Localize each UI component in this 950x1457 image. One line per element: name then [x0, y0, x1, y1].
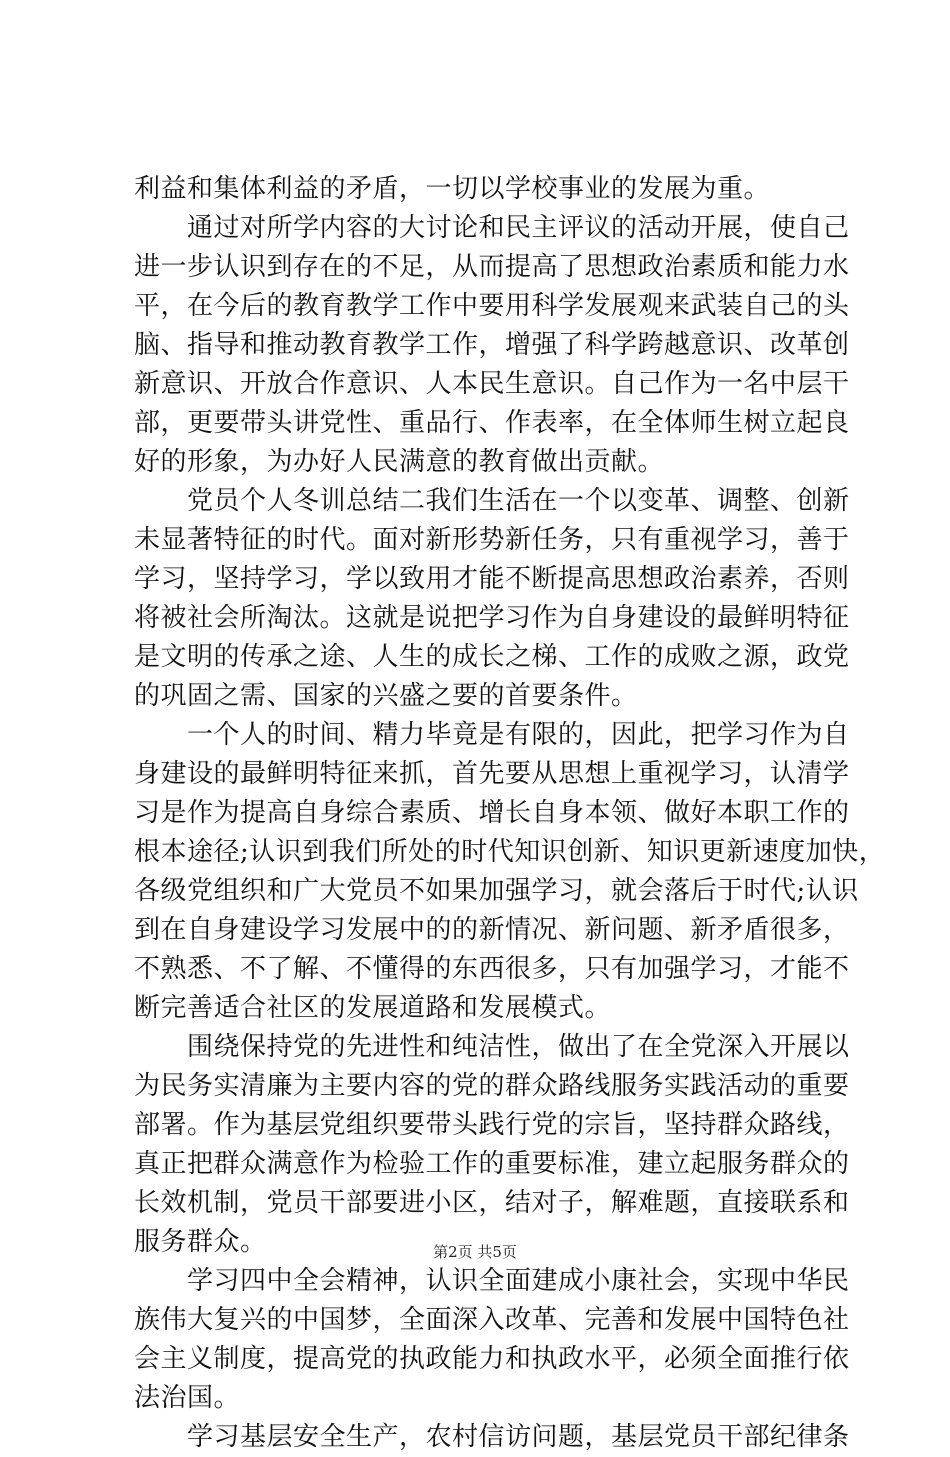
text-line: 通过对所学内容的大讨论和民主评议的活动开展，使自己	[134, 213, 850, 243]
text-line: 部，更要带头讲党性、重品行、作表率，在全体师生树立起良	[134, 408, 850, 438]
text-line: 利益和集体利益的矛盾，一切以学校事业的发展为重。	[134, 174, 771, 204]
page-footer: 第2页 共5页	[433, 1243, 517, 1261]
text-line: 好的形象，为办好人民满意的教育做出贡献。	[134, 447, 665, 477]
text-line: 真正把群众满意作为检验工作的重要标准，建立起服务群众的	[134, 1149, 850, 1179]
text-line: 为民务实清廉为主要内容的党的群众路线服务实践活动的重要	[134, 1071, 850, 1101]
text-line: 部署。作为基层党组织要带头践行党的宗旨，坚持群众路线，	[134, 1110, 850, 1140]
text-line: 的巩固之需、国家的兴盛之要的首要条件。	[134, 681, 638, 711]
text-line: 围绕保持党的先进性和纯洁性，做出了在全党深入开展以	[134, 1032, 850, 1062]
text-line: 平，在今后的教育教学工作中要用科学发展观来武装自己的头	[134, 291, 850, 321]
document-body	[134, 170, 886, 1457]
text-line: 一个人的时间、精力毕竟是有限的，因此，把学习作为自	[134, 720, 850, 750]
text-line: 断完善适合社区的发展道路和发展模式。	[134, 993, 612, 1023]
text-line: 党员个人冬训总结二我们生活在一个以变革、调整、创新	[134, 486, 850, 516]
text-line: 不熟悉、不了解、不懂得的东西很多，只有加强学习，才能不	[134, 954, 850, 984]
text-line: 习是作为提高自身综合素质、增长自身本领、做好本职工作的	[134, 798, 850, 828]
text-line: 学习基层安全生产，农村信访问题，基层党员干部纪律条	[134, 1422, 850, 1452]
text-line: 学习四中全会精神，认识全面建成小康社会，实现中华民	[134, 1266, 850, 1296]
text-line: 进一步认识到存在的不足，从而提高了思想政治素质和能力水	[134, 252, 850, 282]
text-line: 各级党组织和广大党员不如果加强学习，就会落后于时代;认识	[134, 876, 859, 906]
text-line: 法治国。	[134, 1383, 241, 1413]
text-line: 身建设的最鲜明特征来抓，首先要从思想上重视学习，认清学	[134, 759, 850, 789]
text-line: 是文明的传承之途、人生的成长之梯、工作的成败之源，政党	[134, 642, 850, 672]
text-line: 根本途径;认识到我们所处的时代知识创新、知识更新速度加快，	[134, 837, 886, 867]
text-line: 到在自身建设学习发展中的的新情况、新问题、新矛盾很多，	[134, 915, 850, 945]
text-line: 会主义制度，提高党的执政能力和执政水平，必须全面推行依	[134, 1344, 850, 1374]
text-line: 服务群众。	[134, 1227, 267, 1257]
text-line: 脑、指导和推动教育教学工作，增强了科学跨越意识、改革创	[134, 330, 850, 360]
text-line: 学习，坚持学习，学以致用才能不断提高思想政治素养，否则	[134, 564, 850, 594]
text-line: 未显著特征的时代。面对新形势新任务，只有重视学习，善于	[134, 525, 850, 555]
text-line: 族伟大复兴的中国梦，全面深入改革、完善和发展中国特色社	[134, 1305, 850, 1335]
text-line: 长效机制，党员干部要进小区，结对子，解难题，直接联系和	[134, 1188, 850, 1218]
text-line: 将被社会所淘汰。这就是说把学习作为自身建设的最鲜明特征	[134, 603, 850, 633]
text-line: 新意识、开放合作意识、人本民生意识。自己作为一名中层干	[134, 369, 850, 399]
